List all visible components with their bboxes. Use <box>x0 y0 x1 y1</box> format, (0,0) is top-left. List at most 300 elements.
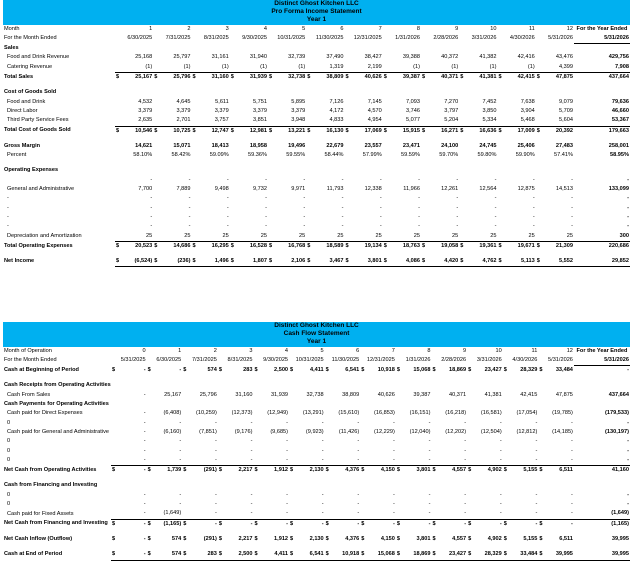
row-value: - <box>535 419 538 426</box>
row-value: $ 2,130 <box>289 535 325 544</box>
row-value <box>498 44 536 54</box>
month-header-row <box>3 25 630 34</box>
table-row <box>3 53 630 62</box>
row-value <box>421 44 459 54</box>
row-value: $ 1,912 <box>253 535 289 544</box>
row-value: $ 4,411 <box>253 550 289 560</box>
row-value: $ 5,155 <box>503 466 539 476</box>
row-value <box>153 166 191 175</box>
row-value: 18,413 <box>211 142 229 149</box>
row-value: - <box>265 213 267 220</box>
row-value: - <box>456 176 459 183</box>
table-row <box>3 409 630 418</box>
month-end-date: 8/31/2025 <box>227 357 253 364</box>
row-value: 14,513 <box>555 186 573 193</box>
row-value: - <box>188 204 191 211</box>
dollar-sign: $ <box>361 366 365 373</box>
row-value <box>459 88 497 97</box>
row-value: (16,151) <box>409 410 431 417</box>
row-value <box>147 381 183 390</box>
row-value: 59.80% <box>477 152 497 159</box>
row-value: $ 23,427 <box>431 550 467 560</box>
row-value: - <box>150 213 153 220</box>
row-value: $ 16,130 <box>306 126 344 136</box>
dollar-sign: $ <box>183 467 187 474</box>
row-value: $ 1,496 <box>192 257 230 267</box>
row-label: 0 <box>7 438 11 445</box>
row-value: $ 574 <box>147 535 183 544</box>
row-value: $ 23,427 <box>467 366 503 376</box>
dollar-sign: $ <box>539 467 543 474</box>
row-value: $ - <box>396 519 432 529</box>
row-label: 0 <box>7 457 11 464</box>
row-value: - <box>341 195 344 202</box>
row-value: - <box>418 223 420 230</box>
income-statement-table <box>3 25 630 268</box>
dollar-sign: $ <box>218 467 222 474</box>
statement-title: Cash Flow Statement <box>283 330 350 338</box>
dollar-sign: $ <box>290 535 294 542</box>
row-value: $ 2,217 <box>218 466 254 476</box>
month-number: 5 <box>320 347 324 354</box>
row-value <box>192 44 230 54</box>
row-value: 19,496 <box>288 142 306 149</box>
row-value: (12,373) <box>231 410 253 417</box>
dollar-sign: $ <box>396 467 400 474</box>
row-value: 25,168 <box>135 54 153 61</box>
row-value: 25,167 <box>164 391 182 398</box>
dollar-sign: $ <box>498 242 502 249</box>
dollar-sign: $ <box>325 520 329 527</box>
row-value: - <box>265 204 267 211</box>
row-value: - <box>250 510 253 517</box>
row-value: 7,270 <box>444 98 459 105</box>
dollar-sign: $ <box>503 535 507 542</box>
row-value: 4,532 <box>138 98 153 105</box>
row-value: $ 15,068 <box>360 550 396 560</box>
dollar-sign: $ <box>154 127 158 134</box>
row-value: - <box>286 501 289 508</box>
month-number: 2 <box>213 347 217 354</box>
row-label: Percent <box>7 152 27 159</box>
row-label: Sales <box>4 44 19 51</box>
dollar-sign: $ <box>396 535 400 542</box>
dollar-sign: $ <box>345 127 349 134</box>
row-value: 7,093 <box>406 98 420 105</box>
row-value: 59.09% <box>209 152 229 159</box>
row-value: 59.70% <box>439 152 459 159</box>
dollar-sign: $ <box>536 258 540 265</box>
month-number: 8 <box>416 25 420 32</box>
row-value: - <box>143 447 146 454</box>
row-value: 2,199 <box>367 63 382 70</box>
row-value: (9,923) <box>305 428 324 435</box>
row-value: 25 <box>413 232 420 239</box>
row-value: 12,875 <box>517 186 535 193</box>
row-value: $ 18,763 <box>383 241 421 251</box>
row-value: (7,851) <box>199 428 217 435</box>
row-value: - <box>456 204 459 211</box>
row-value: - <box>143 510 146 517</box>
row-value: 25 <box>146 232 153 239</box>
row-value: 25 <box>299 232 306 239</box>
row-value: - <box>379 213 382 220</box>
row-value: $ (236) <box>153 257 191 267</box>
row-total: 29,852 <box>574 257 630 267</box>
row-value: - <box>321 456 324 463</box>
dollar-sign: $ <box>383 258 387 265</box>
row-value <box>503 481 539 490</box>
row-total <box>574 44 630 54</box>
row-value: - <box>143 501 146 508</box>
row-value: 25 <box>375 232 382 239</box>
dollar-sign: $ <box>112 520 116 527</box>
dollar-sign: $ <box>116 258 120 265</box>
row-value: (1) <box>145 63 153 70</box>
row-value: $ 1,807 <box>230 257 268 267</box>
row-value: 5,751 <box>253 98 267 105</box>
row-total: - <box>627 491 629 498</box>
dollar-sign: $ <box>154 258 158 265</box>
dollar-sign: $ <box>154 242 158 249</box>
row-total: (130,197) <box>605 428 629 435</box>
table-row <box>3 456 630 466</box>
row-total: 220,686 <box>574 241 630 251</box>
row-value: - <box>464 501 467 508</box>
row-value: - <box>571 491 573 498</box>
row-value <box>325 481 361 490</box>
row-value: $ 3,467 <box>306 257 344 267</box>
dollar-sign: $ <box>269 74 273 81</box>
dollar-sign: $ <box>460 258 464 265</box>
row-value: 4,399 <box>559 63 573 70</box>
row-value: - <box>499 447 502 454</box>
month-number: 0 <box>142 347 146 354</box>
row-value: $ 16,271 <box>421 126 459 136</box>
row-value: - <box>532 204 535 211</box>
row-label: Direct Labor <box>7 107 38 114</box>
row-value: - <box>393 456 395 463</box>
row-value: - <box>321 419 324 426</box>
dollar-sign: $ <box>192 242 196 249</box>
month-number: 2 <box>187 25 191 32</box>
row-value: $ - <box>325 519 361 529</box>
row-value <box>253 400 289 409</box>
dollar-sign: $ <box>432 467 436 474</box>
row-value: - <box>532 176 535 183</box>
row-total: - <box>627 195 629 202</box>
row-value: - <box>428 510 431 517</box>
row-value <box>111 381 147 390</box>
row-value: 2,701 <box>176 117 191 124</box>
table-row <box>3 88 630 97</box>
row-value: $ 2,500 <box>253 366 289 376</box>
row-total: 46,660 <box>611 107 629 114</box>
dollar-sign: $ <box>460 242 464 249</box>
company-name: Distinct Ghost Kitchen LLC <box>274 322 359 329</box>
row-label: Cash Payments for Operating Activities <box>4 401 109 408</box>
row-value: - <box>464 491 467 498</box>
row-label: Cash paid for Fixed Assets <box>7 510 74 517</box>
row-value: (12,504) <box>480 428 502 435</box>
table-row <box>3 222 630 231</box>
row-total: - <box>627 447 629 454</box>
month-end-date: 2/28/2026 <box>433 35 459 42</box>
row-label: Cash at Beginning of Period <box>4 366 79 373</box>
row-value: $ 19,361 <box>459 241 497 251</box>
dollar-sign: $ <box>192 74 196 81</box>
row-value: - <box>286 456 289 463</box>
row-value: - <box>303 223 306 230</box>
row-value: (9,685) <box>270 428 289 435</box>
row-value: - <box>393 491 395 498</box>
row-value <box>467 400 503 409</box>
table-row <box>3 391 630 400</box>
row-value: - <box>179 456 182 463</box>
month-number: 6 <box>356 347 360 354</box>
month-end-date: 6/30/2025 <box>127 35 153 42</box>
row-value: - <box>494 176 497 183</box>
dollar-sign: $ <box>116 127 120 134</box>
row-value: - <box>321 501 324 508</box>
row-value: 59.90% <box>515 152 535 159</box>
month-end-date: 11/30/2025 <box>315 35 344 42</box>
row-label: Depreciation and Amortization <box>7 232 82 239</box>
row-value: - <box>393 419 395 426</box>
row-value: - <box>535 456 538 463</box>
row-label: Cash at End of Period <box>4 551 63 558</box>
dollar-sign: $ <box>468 366 472 373</box>
row-value: $ 10,918 <box>325 550 361 560</box>
cash-flow-statement <box>3 322 630 561</box>
row-value: $ 6,511 <box>538 466 574 476</box>
row-value: - <box>494 195 497 202</box>
row-value: 40,371 <box>448 391 467 398</box>
dollar-sign: $ <box>218 551 222 558</box>
table-row <box>3 142 630 151</box>
row-value: 57.41% <box>554 152 573 159</box>
row-total: - <box>627 176 629 183</box>
row-value: (1) <box>221 63 229 70</box>
table-row <box>3 116 630 126</box>
row-value: 58.42% <box>171 152 191 159</box>
table-row <box>3 400 630 409</box>
row-value: - <box>214 447 217 454</box>
row-value: - <box>179 447 182 454</box>
row-value <box>289 381 325 390</box>
dollar-sign: $ <box>432 535 436 542</box>
statement-period: Year 1 <box>306 338 327 346</box>
dollar-sign: $ <box>112 366 116 373</box>
row-value: - <box>499 438 502 445</box>
row-value: $ 19,134 <box>345 241 383 251</box>
row-value: - <box>341 204 344 211</box>
row-value: $ 574 <box>147 550 183 560</box>
dollar-sign: $ <box>383 74 387 81</box>
row-value: - <box>250 447 253 454</box>
row-value: 9,971 <box>291 186 306 193</box>
row-value: - <box>535 491 538 498</box>
row-value: $ 18,869 <box>431 366 467 376</box>
row-value: $ 32,738 <box>268 73 306 83</box>
row-value <box>182 381 218 390</box>
row-value <box>536 88 574 97</box>
row-value: $ 2,106 <box>268 257 306 267</box>
table-row <box>3 428 630 437</box>
row-value: 18,958 <box>249 142 267 149</box>
row-value: 5,611 <box>215 98 229 105</box>
dollar-sign: $ <box>269 258 273 265</box>
row-value: $ 25,167 <box>115 73 153 83</box>
dollar-sign: $ <box>147 535 151 542</box>
dollar-sign: $ <box>539 520 543 527</box>
table-row <box>3 73 630 83</box>
dollar-sign: $ <box>112 535 116 542</box>
month-label: Month of Operation <box>4 347 52 354</box>
cash-flow-table <box>3 347 630 561</box>
row-value: 3,850 <box>482 107 497 114</box>
month-end-date: 6/30/2025 <box>156 357 182 364</box>
row-value: 3,797 <box>444 107 459 114</box>
row-value: - <box>571 447 573 454</box>
month-end-date: 3/31/2026 <box>471 35 497 42</box>
row-value: - <box>464 419 467 426</box>
row-value: $ - <box>360 519 396 529</box>
month-end-date: 5/31/2025 <box>120 357 146 364</box>
dollar-sign: $ <box>345 242 349 249</box>
row-value: 37,490 <box>326 54 344 61</box>
row-value: - <box>143 419 146 426</box>
year-end-date: 5/31/2026 <box>574 34 630 44</box>
row-value: 23,557 <box>364 142 382 149</box>
row-value: - <box>494 223 497 230</box>
row-value <box>383 166 421 175</box>
row-value: - <box>418 176 420 183</box>
row-value: 38,809 <box>342 391 360 398</box>
cash-flow-banner <box>3 322 630 347</box>
dollar-sign: $ <box>361 520 365 527</box>
dollar-sign: $ <box>503 366 507 373</box>
row-value: - <box>535 510 538 517</box>
row-value <box>147 481 183 490</box>
row-value: $ 3,801 <box>396 535 432 544</box>
row-value: - <box>150 204 153 211</box>
row-value: $ - <box>147 366 183 376</box>
month-number: 12 <box>566 25 573 32</box>
row-value: - <box>143 491 146 498</box>
row-value: - <box>188 213 191 220</box>
row-value: $ 39,387 <box>383 73 421 83</box>
row-value: - <box>571 223 573 230</box>
dollar-sign: $ <box>539 535 543 542</box>
row-value: - <box>214 510 217 517</box>
row-value: - <box>571 510 573 517</box>
row-value: 5,334 <box>482 117 497 124</box>
dollar-sign: $ <box>536 242 540 249</box>
row-value <box>153 88 191 97</box>
row-value: - <box>250 456 253 463</box>
row-value: 25,797 <box>173 54 191 61</box>
dollar-sign: $ <box>218 535 222 542</box>
row-value: 3,904 <box>520 107 535 114</box>
row-value: 3,379 <box>138 107 153 114</box>
row-value: - <box>265 195 267 202</box>
dollar-sign: $ <box>269 242 273 249</box>
table-row <box>3 241 630 251</box>
dollar-sign: $ <box>422 74 426 81</box>
row-label: General and Administrative <box>7 186 75 193</box>
row-value <box>431 381 467 390</box>
dollar-sign: $ <box>112 551 116 558</box>
row-value: $ 20,523 <box>115 241 153 251</box>
row-value: - <box>179 491 182 498</box>
row-value: 24,100 <box>441 142 459 149</box>
row-value: - <box>303 176 306 183</box>
row-value: $ 4,376 <box>325 535 361 544</box>
row-value: $ 4,557 <box>431 535 467 544</box>
row-value: - <box>303 213 306 220</box>
row-value: $ - <box>111 519 147 529</box>
row-value <box>289 400 325 409</box>
row-value: $ 12,981 <box>230 126 268 136</box>
row-value: $ 6,541 <box>289 550 325 560</box>
row-label <box>3 176 115 185</box>
row-value: - <box>226 204 229 211</box>
row-value <box>538 481 574 490</box>
month-end-date: 12/31/2025 <box>353 35 382 42</box>
row-value <box>289 481 325 490</box>
row-value: - <box>321 510 324 517</box>
row-value: - <box>286 419 289 426</box>
table-row <box>3 447 630 456</box>
row-value: - <box>393 501 395 508</box>
month-number: 4 <box>284 347 289 354</box>
dollar-sign: $ <box>498 74 502 81</box>
month-number: 9 <box>455 25 459 32</box>
row-value: - <box>456 223 459 230</box>
row-value: - <box>357 438 360 445</box>
row-value: - <box>393 438 395 445</box>
dollar-sign: $ <box>290 551 294 558</box>
row-value: - <box>357 510 360 517</box>
dollar-sign: $ <box>183 520 187 527</box>
row-value: - <box>226 195 229 202</box>
dollar-sign: $ <box>468 551 472 558</box>
dollar-sign: $ <box>396 520 400 527</box>
dollar-sign: $ <box>307 74 311 81</box>
dollar-sign: $ <box>460 74 464 81</box>
table-row <box>3 509 630 519</box>
row-total: 300 <box>619 232 629 239</box>
row-value: (6,408) <box>163 410 182 417</box>
dollar-sign: $ <box>345 74 349 81</box>
row-value: $ - <box>218 519 254 529</box>
row-value <box>360 381 396 390</box>
row-value: - <box>499 501 502 508</box>
row-value: $ - <box>182 519 218 529</box>
row-value: 57.99% <box>362 152 382 159</box>
row-value <box>153 44 191 54</box>
row-value: - <box>321 491 324 498</box>
table-row <box>3 232 630 242</box>
row-total: 58.95% <box>610 152 629 159</box>
month-end-date: 4/30/2026 <box>512 357 538 364</box>
row-value: - <box>571 213 573 220</box>
row-value: - <box>226 213 229 220</box>
row-total: 39,995 <box>611 535 629 542</box>
row-value <box>396 381 432 390</box>
row-value: - <box>341 213 344 220</box>
